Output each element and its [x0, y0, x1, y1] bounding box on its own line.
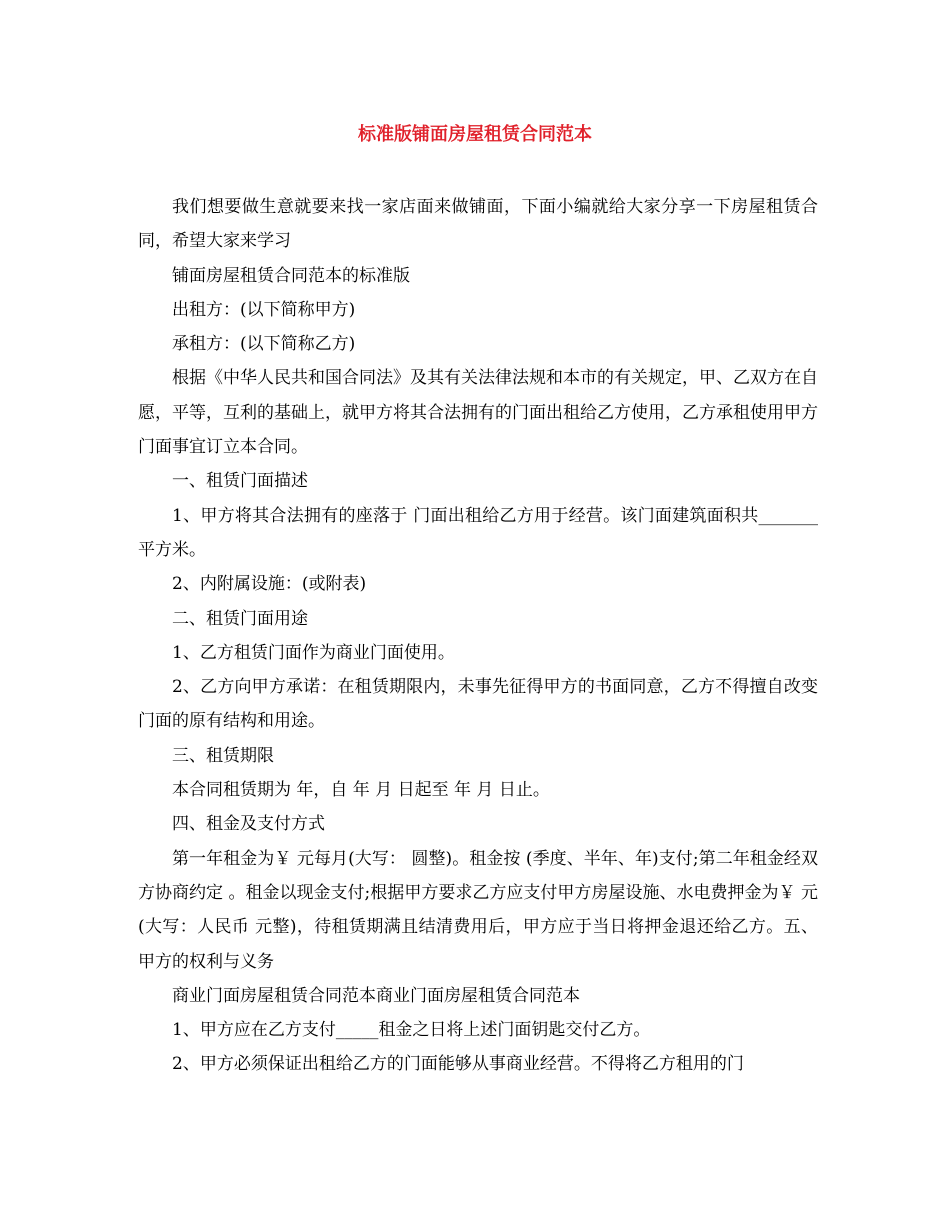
section-heading-4: 四、租金及支付方式: [172, 814, 325, 835]
document-body: [138, 190, 818, 1082]
clause-1-2: 2、内附属设施：(或附表): [172, 574, 367, 595]
clause-2-1: 1、乙方租赁门面作为商业门面使用。: [172, 642, 455, 663]
document-title: 标准版铺面房屋租赁合同范本: [358, 124, 592, 145]
paragraph-intro: 我们想要做生意就要来找一家店面来做铺面，下面小编就给大家分享一下房屋租赁合同，希望大家来学习: [138, 197, 818, 252]
section-heading-1: 一、租赁门面描述: [172, 471, 308, 492]
paragraph-preamble: 根据《中华人民共和国合同法》及其有关法律法规和本市的有关规定，甲、乙双方在自愿，平等，互利的基础上，就甲方将其合法拥有的门面出租给乙方使用，乙方承租使用甲方门面事宜订立本合同。: [138, 368, 818, 458]
paragraph-inserted-title: 商业门面房屋租赁合同范本商业门面房屋租赁合同范本: [172, 985, 580, 1006]
section-heading-2: 二、租赁门面用途: [172, 608, 308, 629]
paragraph-lessee: 承租方：(以下简称乙方): [172, 334, 356, 355]
clause-1-1: 1、甲方将其合法拥有的座落于 门面出租给乙方用于经营。该门面建筑面积共_______平方米。: [138, 505, 818, 560]
clause-5-1: 1、甲方应在乙方支付_____租金之日将上述门面钥匙交付乙方。: [172, 1020, 651, 1041]
section-heading-3: 三、租赁期限: [172, 745, 274, 766]
paragraph-lessor: 出租方：(以下简称甲方): [172, 299, 356, 320]
clause-3: 本合同租赁期为 年，自 年 月 日起至 年 月 日止。: [172, 780, 550, 801]
clause-5-2: 2、甲方必须保证出租给乙方的门面能够从事商业经营。不得将乙方租用的门: [172, 1054, 744, 1075]
paragraph-subtitle: 铺面房屋租赁合同范本的标准版: [172, 265, 410, 286]
clause-2-2: 2、乙方向甲方承诺：在租赁期限内，未事先征得甲方的书面同意，乙方不得擅自改变门面的原有结构和用途。: [138, 677, 818, 732]
clause-4: 第一年租金为￥ 元每月(大写： 圆整)。租金按 (季度、半年、年)支付;第二年租金经双方协商约定 。租金以现金支付;根据甲方要求乙方应支付甲方房屋设施、水电费押金为￥ 元(大写：人民币 元整)，待租赁期满且结清费用后，甲方应于当日将押金退还给乙方。五、甲方的权利与义务: [138, 848, 818, 972]
